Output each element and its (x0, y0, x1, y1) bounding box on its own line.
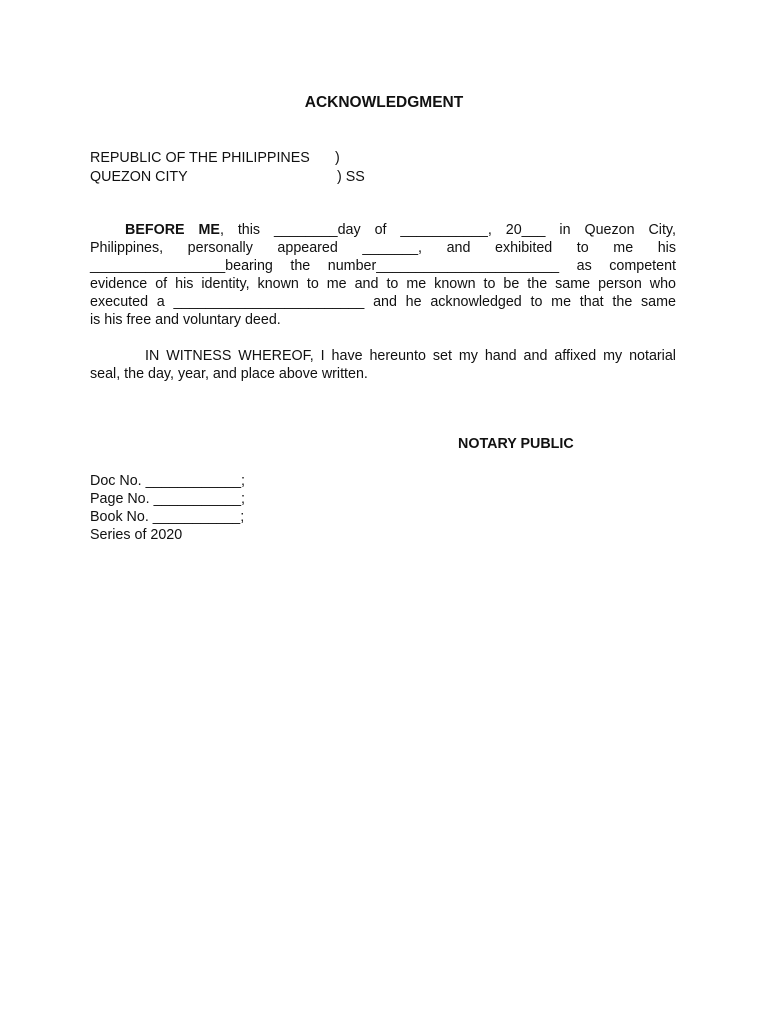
paragraph-line: IN WITNESS WHEREOF, I have hereunto set my hand and affixed my notarial (145, 348, 676, 364)
paragraph-text: , this ________day of ___________, 20___ in Quezon City, (219, 222, 676, 238)
acknowledgment-paragraph (90, 221, 676, 329)
witness-paragraph (90, 347, 676, 383)
before-me-lead: BEFORE ME (125, 222, 220, 238)
venue-row-republic (90, 149, 340, 168)
venue-block (90, 149, 365, 187)
paragraph-line: Philippines, personally appeared _______, and exhibited to me his (90, 240, 676, 256)
series-entry: Series of 2020 (90, 527, 183, 543)
paragraph-line: evidence of his identity, known to me and to me known to be the same person who (90, 276, 676, 292)
paragraph-line: executed a ________________________ and he acknowledged to me that the same (90, 294, 676, 310)
doc-number-entry: Doc No. ____________; (90, 473, 246, 489)
venue-separator: ) SS (337, 169, 365, 185)
venue-separator: ) (335, 150, 340, 166)
paragraph-line: _________________bearing the number_______________________ as competent (90, 258, 676, 274)
venue-row-city (90, 168, 365, 187)
paragraph-line (90, 221, 676, 239)
book-number-entry: Book No. ___________; (90, 509, 245, 525)
venue-label: QUEZON CITY (90, 169, 188, 185)
page-number-entry: Page No. ___________; (90, 491, 246, 507)
document-title: ACKNOWLEDGMENT (304, 94, 464, 111)
paragraph-line: is his free and voluntary deed. (90, 312, 281, 328)
notarial-register-entries (90, 472, 245, 544)
notary-public-label: NOTARY PUBLIC (458, 436, 574, 452)
paragraph-line: seal, the day, year, and place above written. (90, 366, 368, 382)
venue-label: REPUBLIC OF THE PHILIPPINES (90, 150, 310, 166)
